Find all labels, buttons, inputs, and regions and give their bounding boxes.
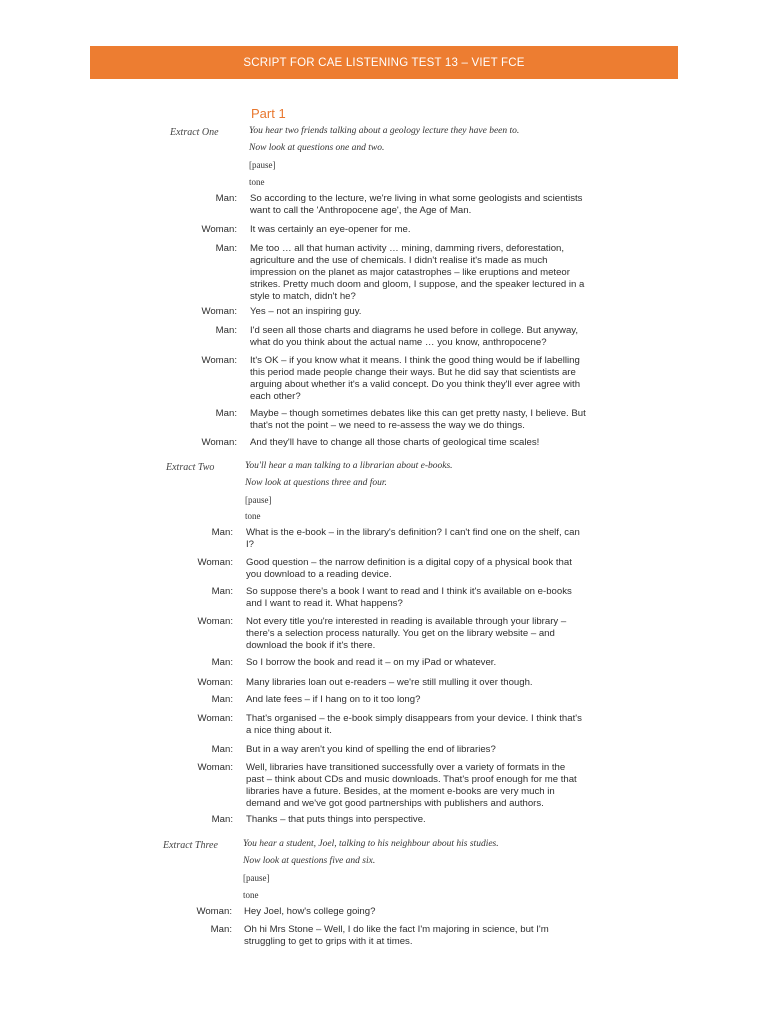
speaker-label: Man: (211, 814, 233, 825)
speaker-label: Woman: (201, 437, 237, 448)
tone-marker: tone (243, 890, 259, 900)
speaker-label: Woman: (197, 616, 233, 627)
speaker-label: Woman: (201, 224, 237, 235)
speaker-label: Man: (211, 527, 233, 538)
instruction-text: You hear two friends talking about a geology lecture they have been to. (249, 126, 520, 136)
dialogue-line: But in a way aren't you kind of spelling the end of libraries? (246, 744, 496, 755)
dialogue-line: Good question – the narrow definition is a digital copy of a physical book that you download to a reading device. (246, 557, 572, 580)
dialogue-line: It's OK – if you know what it means. I think the good thing would be if labelling this period made people change their ways. But he did say that scientists are arguing about whether it's a valid concept. Do you think they'll ever agree with each other? (250, 355, 581, 402)
speaker-label: Woman: (197, 557, 233, 568)
dialogue-line: It was certainly an eye-opener for me. (250, 224, 411, 235)
dialogue-line: And they'll have to change all those charts of geological time scales! (250, 437, 540, 448)
extract-label: Extract Two (166, 462, 215, 473)
extract-label: Extract One (170, 127, 219, 138)
dialogue-line: Maybe – though sometimes debates like this can get pretty nasty, I believe. But that's not the point – we need to re-assess the way we do things. (250, 408, 586, 431)
speaker-label: Man: (215, 243, 237, 254)
tone-marker: tone (249, 177, 265, 187)
dialogue-line: And late fees – if I hang on to it too long? (246, 694, 421, 705)
dialogue-line: So according to the lecture, we're living in what some geologists and scientists want to call the 'Anthropocene age', the Age of Man. (250, 193, 583, 216)
dialogue-line: What is the e-book – in the library's definition? I can't find one on the shelf, can I? (246, 527, 580, 550)
speaker-label: Woman: (201, 355, 237, 366)
speaker-label: Man: (215, 193, 237, 204)
speaker-label: Woman: (201, 306, 237, 317)
speaker-label: Woman: (197, 713, 233, 724)
dialogue-line: Me too … all that human activity … mining, damming rivers, deforestation, agriculture and the use of chemicals. I didn't realise it's made as much impression on the planet as major catastrophes – like eruptions and meteor strikes. Pretty much doom and gloom, I suppose, and the speaker lectured in a style to match, didn't he? (250, 243, 585, 302)
speaker-label: Man: (211, 694, 233, 705)
dialogue-line: I'd seen all those charts and diagrams he used before in college. But anyway, what do you think about the actual name … you know, anthropocene? (250, 325, 579, 348)
instruction-text: Now look at questions five and six. (243, 856, 376, 866)
dialogue-line: So suppose there's a book I want to read and I think it's available on e-books and I want to read it. What happens? (246, 586, 572, 609)
instruction-text: Now look at questions one and two. (249, 143, 385, 153)
speaker-label: Man: (211, 657, 233, 668)
dialogue-line: Yes – not an inspiring guy. (250, 306, 362, 317)
dialogue-line: That's organised – the e-book simply disappears from your device. I think that's a nice thing about it. (246, 713, 582, 736)
instruction-text: Now look at questions three and four. (245, 478, 387, 488)
pause-marker: [pause] (245, 495, 272, 505)
dialogue-line: Many libraries loan out e-readers – we're still mulling it over though. (246, 677, 533, 688)
pause-marker: [pause] (249, 160, 276, 170)
dialogue-line: So I borrow the book and read it – on my iPad or whatever. (246, 657, 497, 668)
header-banner (90, 46, 678, 79)
speaker-label: Man: (211, 744, 233, 755)
speaker-label: Man: (210, 924, 232, 935)
speaker-label: Woman: (196, 906, 232, 917)
instruction-text: You hear a student, Joel, talking to his neighbour about his studies. (243, 839, 499, 849)
speaker-label: Man: (211, 586, 233, 597)
speaker-label: Woman: (197, 762, 233, 773)
dialogue-line: Hey Joel, how's college going? (244, 906, 376, 917)
dialogue-line: Not every title you're interested in reading is available through your library – there's a selection process naturally. You get on the library website – and download the book if it's there. (246, 616, 567, 651)
tone-marker: tone (245, 511, 261, 521)
dialogue-line: Thanks – that puts things into perspective. (246, 814, 426, 825)
dialogue-line: Oh hi Mrs Stone – Well, I do like the fact I'm majoring in science, but I'm struggling to get to grips with it at times. (244, 924, 549, 947)
banner-title: SCRIPT FOR CAE LISTENING TEST 13 – VIET FCE (243, 56, 525, 69)
speaker-label: Man: (215, 408, 237, 419)
instruction-text: You'll hear a man talking to a librarian about e-books. (245, 461, 453, 471)
dialogue-line: Well, libraries have transitioned successfully over a variety of formats in the past – think about CDs and music downloads. That's proof enough for me that libraries have a future. Besides, at the moment e-books are very much in demand and we've got good partnerships with publishers and authors. (246, 762, 577, 809)
part-title: Part 1 (251, 106, 286, 121)
speaker-label: Woman: (197, 677, 233, 688)
pause-marker: [pause] (243, 873, 270, 883)
extract-label: Extract Three (163, 840, 218, 851)
speaker-label: Man: (215, 325, 237, 336)
